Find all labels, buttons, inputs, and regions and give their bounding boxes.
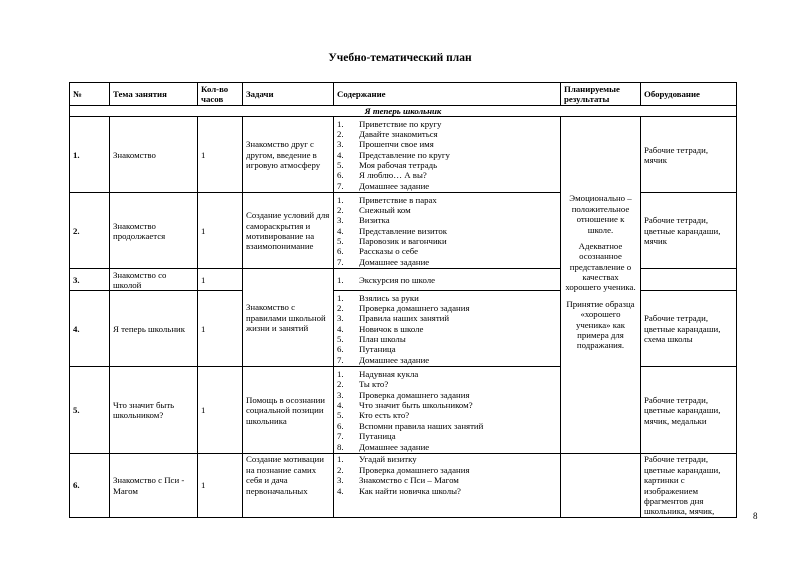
content-item-number: 5. xyxy=(337,160,344,171)
content-item-number: 6. xyxy=(337,344,344,355)
content-item-number: 7. xyxy=(337,431,344,442)
content-item-text: Новичок в школе xyxy=(359,323,424,334)
content-item xyxy=(337,195,557,205)
content-item-number: 2. xyxy=(337,464,344,475)
row-content xyxy=(334,291,561,367)
content-item xyxy=(337,236,557,246)
header-equipment: Оборудование xyxy=(641,83,737,106)
content-item-number: 4. xyxy=(337,225,344,236)
table-row xyxy=(70,454,737,517)
content-item xyxy=(337,150,557,160)
content-item-text: Вспомни правила наших занятий xyxy=(359,420,484,431)
header-topic: Тема занятия xyxy=(110,83,198,106)
content-item xyxy=(337,181,557,191)
content-item-text: Проверка домашнего задания xyxy=(359,389,470,400)
content-item-text: Рассказы о себе xyxy=(359,246,419,257)
content-item xyxy=(337,170,557,180)
content-item-text: Угадай визитку xyxy=(359,454,417,465)
content-item-number: 1. xyxy=(337,292,344,303)
content-item-number: 5. xyxy=(337,236,344,247)
content-item xyxy=(337,293,557,303)
row-content xyxy=(334,454,561,517)
content-item-text: Знакомство с Пси – Магом xyxy=(359,475,459,486)
content-item-number: 4. xyxy=(337,485,344,496)
content-item-number: 2. xyxy=(337,204,344,215)
content-item xyxy=(337,334,557,344)
row-hours: 1 xyxy=(198,291,243,367)
row-topic: Знакомство со школой xyxy=(110,269,198,291)
content-item xyxy=(337,379,557,389)
content-item-number: 1. xyxy=(337,368,344,379)
content-item-number: 8. xyxy=(337,441,344,452)
content-item-text: Паровозик и вагончики xyxy=(359,236,447,247)
table-header-row xyxy=(70,83,737,106)
content-item xyxy=(337,454,557,464)
results-p3: Принятие образца «хорошего ученика» как примера для подражания. xyxy=(566,298,635,351)
content-item-number: 7. xyxy=(337,180,344,191)
content-item xyxy=(337,324,557,334)
content-item-text: Прошепчи свое имя xyxy=(359,139,434,150)
content-item xyxy=(337,344,557,354)
header-hours: Кол-во часов xyxy=(198,83,243,106)
row-results-empty xyxy=(561,454,641,517)
content-item-text: Проверка домашнего задания xyxy=(359,302,470,313)
content-item-number: 3. xyxy=(337,389,344,400)
content-item xyxy=(337,355,557,365)
content-item-text: Кто есть кто? xyxy=(359,410,410,421)
content-item-number: 1. xyxy=(337,274,344,285)
content-item xyxy=(337,442,557,452)
row-equipment: Рабочие тетради, цветные карандаши, схема школы xyxy=(641,291,737,367)
content-item-text: Представление визиток xyxy=(359,225,448,236)
section-row xyxy=(70,106,737,117)
content-item-text: Домашнее задание xyxy=(359,441,430,452)
content-item xyxy=(337,257,557,267)
content-item-text: Домашнее задание xyxy=(359,256,430,267)
page-number: 8 xyxy=(753,511,758,521)
content-item-text: Путаница xyxy=(359,344,396,355)
content-item-number: 3. xyxy=(337,475,344,486)
results-p2: Адекватное осознанное представление о качествах хорошего ученика. xyxy=(565,240,636,293)
content-item-text: Представление по кругу xyxy=(359,149,450,160)
header-num: № xyxy=(70,83,110,106)
row-hours: 1 xyxy=(198,367,243,454)
content-item-number: 1. xyxy=(337,194,344,205)
content-item-text: Правила наших занятий xyxy=(359,313,450,324)
content-item-text: Приветствие по кругу xyxy=(359,118,442,129)
row-num: 2. xyxy=(70,193,110,269)
content-item-number: 7. xyxy=(337,256,344,267)
content-item-text: Домашнее задание xyxy=(359,354,430,365)
content-item-text: Визитка xyxy=(359,215,390,226)
content-item-text: Давайте знакомиться xyxy=(359,128,438,139)
content-item-text: Как найти новичка школы? xyxy=(359,485,461,496)
row-content xyxy=(334,367,561,454)
content-item xyxy=(337,313,557,323)
content-item-text: Экскурсия по школе xyxy=(359,274,436,285)
content-item-number: 3. xyxy=(337,313,344,324)
row-equipment: Рабочие тетради, цветные карандаши, мячик, медальки xyxy=(641,367,737,454)
plan-table xyxy=(69,82,737,518)
content-item xyxy=(337,486,557,496)
content-item xyxy=(337,410,557,420)
row-num: 6. xyxy=(70,454,110,517)
content-item-number: 4. xyxy=(337,149,344,160)
row-num: 5. xyxy=(70,367,110,454)
content-item-text: Я люблю… А вы? xyxy=(359,170,427,181)
section-title: Я теперь школьник xyxy=(70,106,737,117)
row-topic: Что значит быть школьником? xyxy=(110,367,198,454)
content-item xyxy=(337,475,557,485)
row-equipment xyxy=(641,269,737,291)
content-item-number: 2. xyxy=(337,128,344,139)
content-item xyxy=(337,275,557,285)
content-item-number: 3. xyxy=(337,139,344,150)
content-item xyxy=(337,215,557,225)
row-topic: Знакомство с Пси - Магом xyxy=(110,454,198,517)
page-title: Учебно-тематический план xyxy=(328,52,472,64)
content-item-text: Проверка домашнего задания xyxy=(359,464,470,475)
table-row xyxy=(70,117,737,193)
content-item-number: 1. xyxy=(337,454,344,465)
content-item-number: 7. xyxy=(337,354,344,365)
row-equipment: Рабочие тетради, цветные карандаши, мячик xyxy=(641,193,737,269)
planned-results xyxy=(561,117,641,454)
content-item-number: 4. xyxy=(337,400,344,410)
row-tasks: Знакомство с правилами школьной жизни и занятий xyxy=(243,269,334,367)
content-item xyxy=(337,303,557,313)
content-item xyxy=(337,431,557,441)
row-tasks: Знакомство друг с другом, введение в игровую атмосферу xyxy=(243,117,334,193)
content-item xyxy=(337,421,557,431)
row-content xyxy=(334,193,561,269)
content-item-number: 6. xyxy=(337,246,344,257)
content-item-number: 4. xyxy=(337,323,344,334)
content-item-text: Что значит быть школьником? xyxy=(359,400,473,410)
content-item xyxy=(337,369,557,379)
row-num: 4. xyxy=(70,291,110,367)
content-item xyxy=(337,129,557,139)
row-equipment: Рабочие тетради, цветные карандаши, картинки с изображением фрагментов дня школьника, мячик, xyxy=(641,454,737,517)
content-item xyxy=(337,390,557,400)
row-topic: Знакомство продолжается xyxy=(110,193,198,269)
row-topic: Я теперь школьник xyxy=(110,291,198,367)
content-item-text: Взялись за руки xyxy=(359,292,419,303)
row-num: 3. xyxy=(70,269,110,291)
content-item xyxy=(337,205,557,215)
row-tasks: Создание условий для самораскрытия и мотивирование на взаимопонимание xyxy=(243,193,334,269)
row-topic: Знакомство xyxy=(110,117,198,193)
content-item xyxy=(337,119,557,129)
row-hours: 1 xyxy=(198,454,243,517)
results-p1: Эмоционально – положительное отношение к школе. xyxy=(569,193,632,235)
content-item-number: 2. xyxy=(337,379,344,390)
content-item-text: Снежный ком xyxy=(359,204,411,215)
row-num: 1. xyxy=(70,117,110,193)
content-item-number: 3. xyxy=(337,215,344,226)
header-content: Содержание xyxy=(334,83,561,106)
content-item-number: 5. xyxy=(337,334,344,345)
row-equipment: Рабочие тетради, мячик xyxy=(641,117,737,193)
row-tasks: Создание мотивации на познание самих себя и дача первоначальных xyxy=(243,454,334,517)
content-item-number: 6. xyxy=(337,420,344,431)
content-item xyxy=(337,139,557,149)
row-hours: 1 xyxy=(198,117,243,193)
content-item xyxy=(337,160,557,170)
header-tasks: Задачи xyxy=(243,83,334,106)
content-item-number: 2. xyxy=(337,302,344,313)
content-item-text: Моя рабочая тетрадь xyxy=(359,160,438,171)
row-content xyxy=(334,117,561,193)
content-item xyxy=(337,400,557,410)
content-item xyxy=(337,226,557,236)
content-item-number: 5. xyxy=(337,410,344,421)
content-item-number: 1. xyxy=(337,118,344,129)
content-item-text: Домашнее задание xyxy=(359,180,430,191)
content-item-text: Надувная кукла xyxy=(359,368,419,379)
content-item-text: План школы xyxy=(359,334,406,345)
content-item-text: Ты кто? xyxy=(359,379,389,390)
content-item-text: Путаница xyxy=(359,431,396,442)
row-hours: 1 xyxy=(198,269,243,291)
content-item xyxy=(337,465,557,475)
content-item-number: 6. xyxy=(337,170,344,181)
row-content xyxy=(334,269,561,291)
content-item-text: Приветствие в парах xyxy=(359,194,437,205)
row-tasks: Помощь в осознании социальной позиции школьника xyxy=(243,367,334,454)
content-item xyxy=(337,246,557,256)
row-hours: 1 xyxy=(198,193,243,269)
header-results: Планируемые результаты xyxy=(561,83,641,106)
